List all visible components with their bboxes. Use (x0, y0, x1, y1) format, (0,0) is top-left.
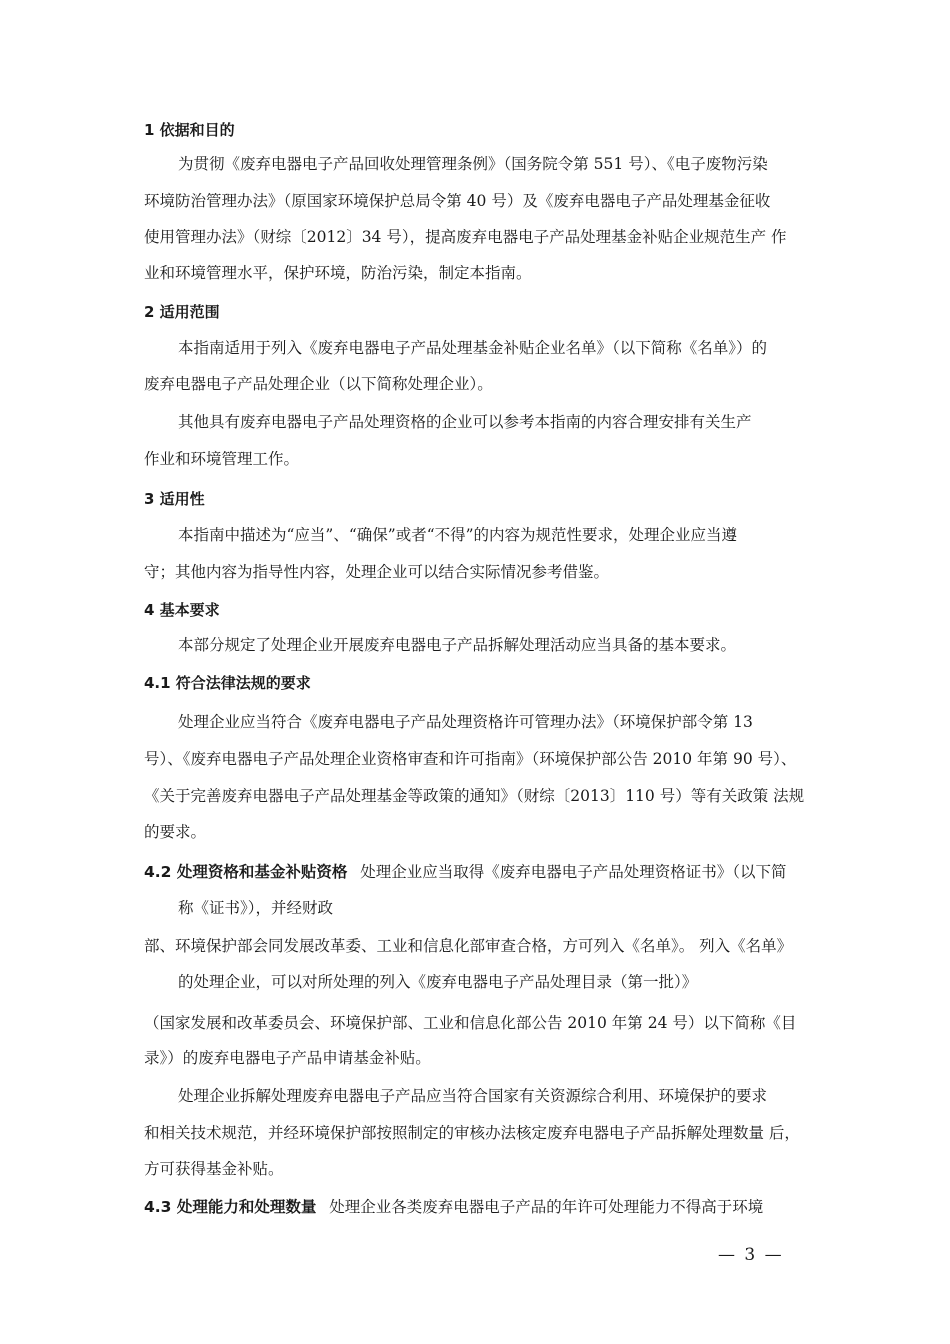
section-4-3-line (144, 1196, 763, 1218)
section-4-1-heading: 4.1 符合法律法规的要求 (144, 674, 311, 692)
section-4-2-heading: 4.2 处理资格和基金补贴资格 (144, 863, 348, 881)
section-1-heading: 1 依据和目的 (144, 121, 235, 139)
paragraph-line: 称《证书》），并经财政 (178, 899, 334, 917)
section-4-3-heading: 4.3 处理能力和处理数量 (144, 1198, 317, 1216)
paragraph-line: 录》）的废弃电器电子产品申请基金补贴。 (144, 1049, 431, 1067)
paragraph-line: 的处理企业，可以对所处理的列入《废弃电器电子产品处理目录（第一批）》 (178, 973, 698, 991)
paragraph-line: 处理企业应当符合《废弃电器电子产品处理资格许可管理办法》（环境保护部令第 13 (178, 713, 753, 731)
paragraph-line: 部、环境保护部会同发展改革委、工业和信息化部审查合格，方可列入《名单》。 列入《名单》 (144, 937, 793, 955)
page-number: — 3 — (718, 1245, 784, 1265)
paragraph-line: 业和环境管理水平，保护环境，防治污染，制定本指南。 (144, 264, 532, 282)
paragraph-line: 守；其他内容为指导性内容，处理企业可以结合实际情况参考借鉴。 (144, 563, 610, 581)
paragraph-line: 方可获得基金补贴。 (144, 1160, 284, 1178)
paragraph-line: 《关于完善废弃电器电子产品处理基金等政策的通知》（财综〔2013〕110 号）等有关政策 法规 (144, 787, 805, 805)
paragraph-line: 废弃电器电子产品处理企业（以下简称处理企业）。 (144, 375, 493, 393)
section-4-heading: 4 基本要求 (144, 601, 220, 619)
paragraph-line: 本指南适用于列入《废弃电器电子产品处理基金补贴企业名单》（以下简称《名单》）的 (178, 339, 768, 357)
paragraph-line: 和相关技术规范，并经环境保护部按照制定的审核办法核定废弃电器电子产品拆解处理数量 后， (144, 1124, 800, 1142)
paragraph-line: 其他具有废弃电器电子产品处理资格的企业可以参考本指南的内容合理安排有关生产 (178, 413, 752, 431)
section-2-heading: 2 适用范围 (144, 303, 220, 321)
paragraph-text: 处理企业各类废弃电器电子产品的年许可处理能力不得高于环境 (329, 1198, 764, 1216)
section-3-heading: 3 适用性 (144, 490, 205, 508)
paragraph-line: 处理企业拆解处理废弃电器电子产品应当符合国家有关资源综合利用、环境保护的要求 (178, 1087, 768, 1105)
section-4-2-line (144, 861, 787, 883)
paragraph-line: 环境防治管理办法》（原国家环境保护总局令第 40 号）及《废弃电器电子产品处理基金征收 (144, 192, 771, 210)
paragraph-line: 为贯彻《废弃电器电子产品回收处理管理条例》（国务院令第 551 号）、《电子废物污染 (178, 155, 768, 173)
paragraph-line: 号）、《废弃电器电子产品处理企业资格审查和许可指南》（环境保护部公告 2010 年第 90 号）、 (144, 750, 797, 768)
paragraph-line: 的要求。 (144, 823, 207, 841)
paragraph-line: （国家发展和改革委员会、环境保护部、工业和信息化部公告 2010 年第 24 号）以下简称《目 (144, 1014, 797, 1032)
paragraph-line: 本部分规定了处理企业开展废弃电器电子产品拆解处理活动应当具备的基本要求。 (178, 636, 737, 654)
paragraph-line: 作业和环境管理工作。 (144, 450, 300, 468)
paragraph-line: 本指南中描述为“应当”、“确保”或者“不得”的内容为规范性要求，处理企业应当遵 (178, 526, 738, 544)
paragraph-text: 处理企业应当取得《废弃电器电子产品处理资格证书》（以下简 (360, 863, 787, 881)
paragraph-line: 使用管理办法》（财综〔2012〕34 号），提高废弃电器电子产品处理基金补贴企业规范生产 作 (144, 228, 787, 246)
